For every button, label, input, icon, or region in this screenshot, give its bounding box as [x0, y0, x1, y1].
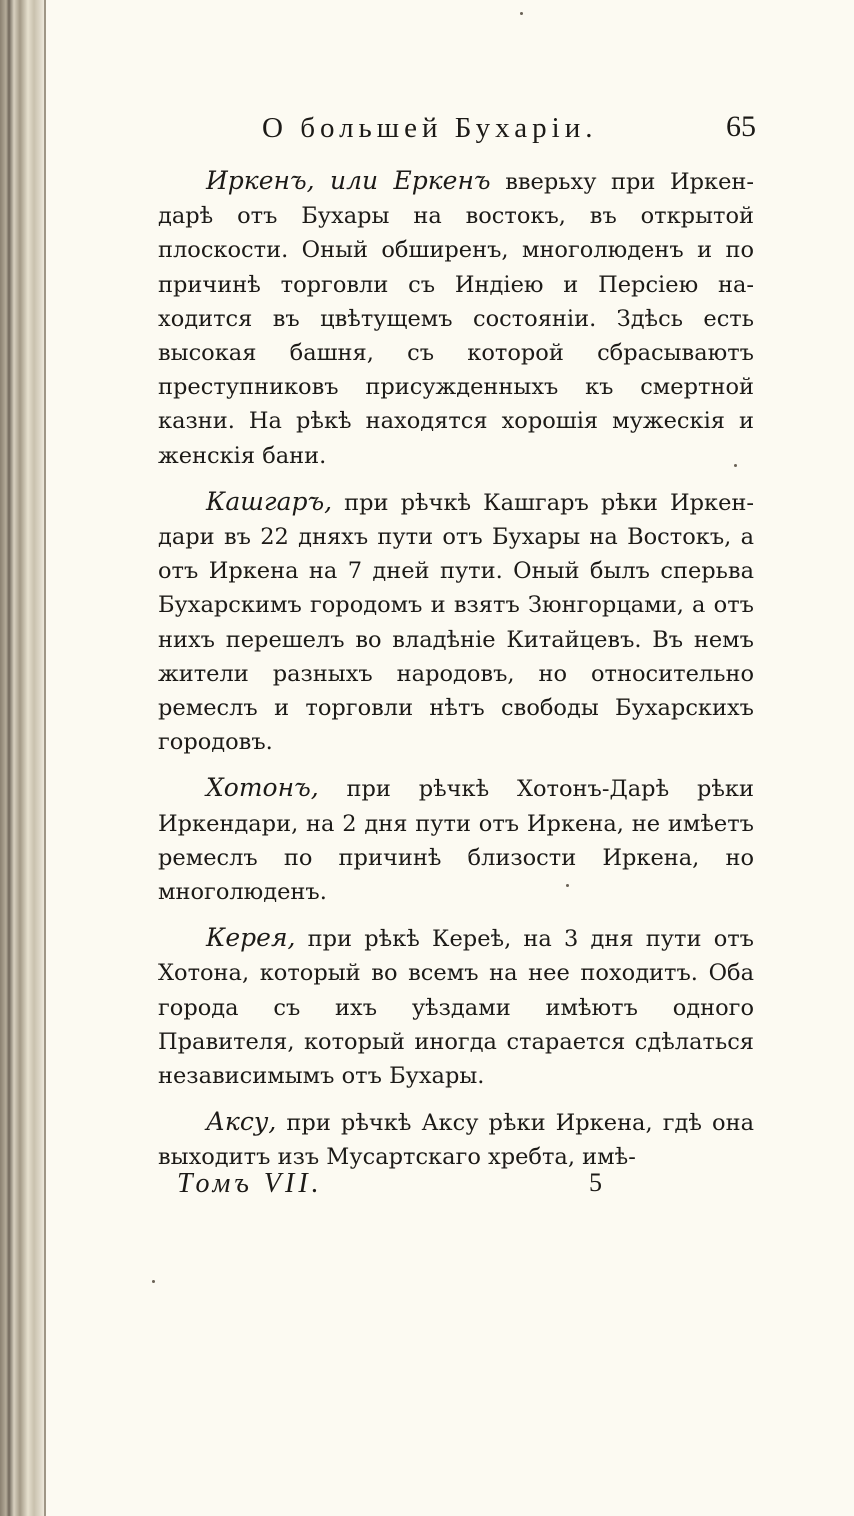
entry-text: при рѣкѣ Кереѣ, на 3 дня пути отъ Хотона, который во всемъ на нее походитъ. Оба города съ ихъ уѣздами имѣютъ одного Правителя, который иногда старается сдѣлаться независимымъ отъ Бухары.: [158, 926, 754, 1090]
entry-text: при рѣчкѣ Кашгаръ рѣки Иркендари въ 22 дняхъ пути отъ Бухары на Востокъ, а отъ Иркена на 7 дней пути. Оный былъ сперьва Бухарскимъ городомъ и взятъ Зюнгорцами, а отъ нихъ перешелъ во владѣнiе Китайцевъ. Въ немъ жители разныхъ народовъ, но относительно ремеслъ и торговли нѣтъ свободы Бухарскихъ городовъ.: [158, 489, 754, 756]
entry-irken: [158, 164, 754, 473]
book-binding-gutter: [0, 0, 46, 1516]
entry-khoton: [158, 771, 754, 909]
sheet-number: 5: [589, 1168, 602, 1197]
entry-aksu: [158, 1105, 754, 1174]
entry-name: Аксу,: [206, 1107, 277, 1137]
entry-name: Иркенъ, или Еркенъ: [206, 166, 491, 195]
volume-signature: Томъ VII.: [177, 1168, 323, 1199]
entry-text: при рѣчкѣ Хотонъ-Дарѣ рѣки Иркендари, на 2 дня пути отъ Иркена, не имѣетъ ремеслъ по причинѣ близости Иркена, но многолюденъ.: [158, 776, 754, 906]
ink-speck: [520, 12, 523, 15]
entry-kereya: [158, 921, 754, 1093]
running-title: О большей Бухарiи.: [262, 112, 598, 144]
entry-text: вверьху при Иркендарѣ отъ Бухары на востокъ, въ открытой плоскости. Оный обширенъ, многолюденъ и по причинѣ торговли съ Индiею и Персiею находится въ цвѣтущемъ состоянiи. Здѣсь есть высокая башня, съ которой сбрасываютъ преступниковъ присужденныхъ къ смертной казни. На рѣкѣ находятся хорошiя мужескiя и женскiя бани.: [158, 169, 755, 469]
page-edge: [44, 0, 46, 1516]
entry-name: Хотонъ,: [206, 773, 319, 803]
running-head: [150, 100, 760, 158]
entry-name: Кашгаръ,: [206, 486, 333, 516]
entry-name: Керея,: [206, 923, 296, 953]
page-footer: [177, 1168, 617, 1208]
ink-speck: [152, 1280, 155, 1283]
page-number: 65: [726, 110, 756, 143]
body-text: [150, 164, 760, 1175]
entry-kashgar: [158, 485, 754, 760]
book-page: [150, 100, 760, 1187]
entry-text: при рѣчкѣ Аксу рѣки Иркена, гдѣ она выходитъ изъ Мусартскаго хребта, имѣ-: [158, 1110, 754, 1171]
